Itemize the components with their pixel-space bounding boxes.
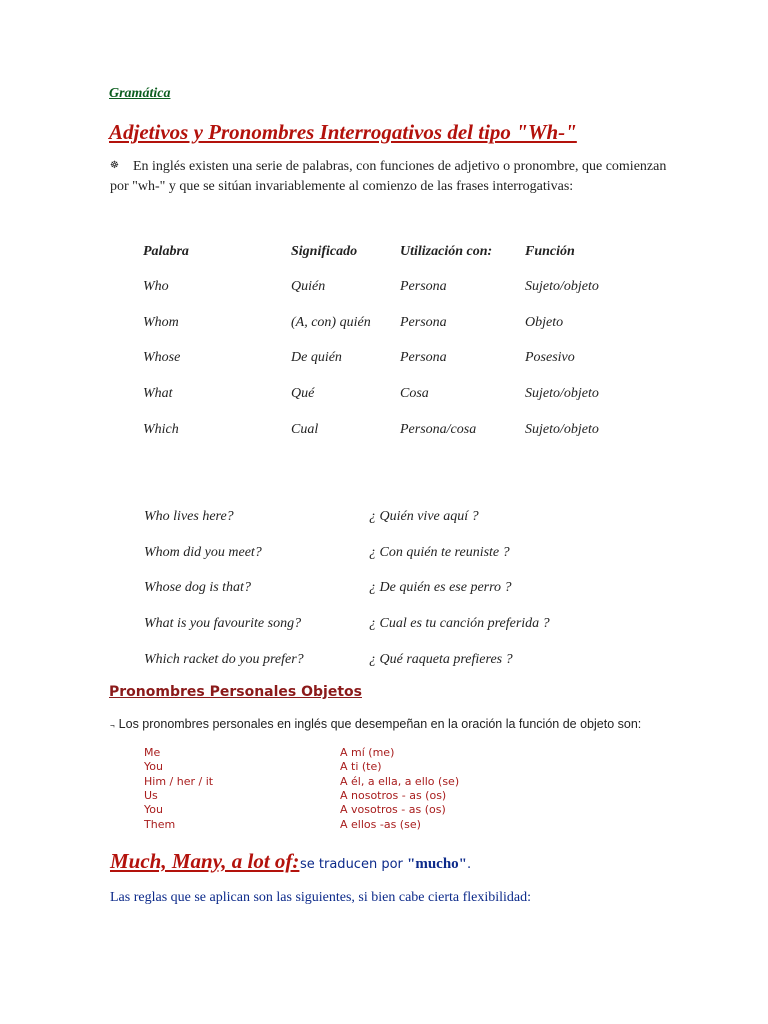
- table-cell: Objeto: [525, 314, 564, 330]
- pronoun-english: You: [144, 803, 163, 817]
- table-cell: Persona: [400, 279, 447, 294]
- example-english: Who lives here?: [144, 509, 234, 524]
- table-cell: Sujeto/objeto: [525, 421, 599, 437]
- pronoun-spanish: A mí (me): [340, 746, 395, 759]
- table-cell: Whose: [143, 350, 181, 366]
- pronoun-spanish: A ti (te): [340, 760, 382, 774]
- table-header-cell: Significado: [291, 244, 358, 259]
- table-cell: Which: [143, 421, 179, 437]
- table-cell: Cosa: [400, 386, 429, 402]
- table-cell: Whom: [143, 314, 179, 330]
- table-header-cell: Función: [525, 244, 575, 259]
- pronoun-english: Them: [144, 817, 176, 831]
- pronoun-english: Him / her / it: [144, 774, 214, 788]
- personal-intro-text: Los pronombres personales en inglés que desempeñan en la oración la función de objeto son:: [118, 717, 642, 731]
- example-english: Whom did you meet?: [144, 544, 262, 560]
- intro-paragraph: [110, 158, 670, 196]
- example-english: Whose dog is that?: [144, 580, 251, 596]
- table-cell: (A, con) quién: [291, 314, 371, 330]
- pronoun-spanish: A él, a ella, a ello (se): [340, 774, 460, 788]
- table-cell: Who: [143, 279, 169, 294]
- section-link-gramatica[interactable]: Gramática: [109, 86, 171, 101]
- bullet-icon: ☸: [110, 160, 119, 171]
- pronoun-english: Me: [144, 746, 161, 759]
- example-english: What is you favourite song?: [144, 616, 302, 632]
- bullet-icon: ¬: [110, 721, 115, 730]
- table-cell: Sujeto/objeto: [525, 386, 599, 402]
- table-cell: De quién: [291, 350, 342, 366]
- personal-pronouns-heading: Pronombres Personales Objetos: [109, 684, 362, 700]
- much-many-description: [300, 856, 471, 873]
- personal-pronouns-intro: [110, 717, 670, 733]
- intro-text: En inglés existen una serie de palabras, con funciones de adjetivo o pronombre, que comienzan por "wh-" y que se sitúan invariablemente al comienzo de las frases interrogativas:: [110, 159, 667, 194]
- pronoun-english: Us: [144, 788, 158, 802]
- table-cell: Persona/cosa: [400, 421, 477, 437]
- table-cell: Posesivo: [525, 350, 575, 366]
- example-spanish: ¿ Quién vive aquí ?: [369, 509, 479, 524]
- example-english: Which racket do you prefer?: [144, 651, 304, 667]
- example-spanish: ¿ Qué raqueta prefieres ?: [369, 651, 513, 667]
- example-spanish: ¿ Con quién te reuniste ?: [369, 544, 510, 560]
- table-cell: Quién: [291, 279, 326, 294]
- pronoun-spanish: A vosotros - as (os): [340, 803, 446, 817]
- table-cell: Cual: [291, 421, 319, 437]
- example-spanish: ¿ Cual es tu canción preferida ?: [369, 616, 550, 632]
- pronoun-english: You: [144, 760, 163, 774]
- table-cell: Persona: [400, 350, 447, 366]
- pronoun-spanish: A ellos -as (se): [340, 817, 421, 831]
- much-text-before: se traducen por: [300, 857, 408, 872]
- table-cell: Qué: [291, 386, 315, 402]
- page-title: Adjetivos y Pronombres Interrogativos del tipo "Wh-": [109, 120, 577, 144]
- example-spanish: ¿ De quién es ese perro ?: [369, 580, 512, 596]
- table-header-cell: Palabra: [143, 244, 189, 259]
- much-strong-word: "mucho": [407, 856, 468, 872]
- rules-intro: Las reglas que se aplican son las siguientes, si bien cabe cierta flexibilidad:: [110, 890, 532, 905]
- table-cell: Persona: [400, 314, 447, 330]
- much-many-heading: Much, Many, a lot of:: [110, 849, 300, 873]
- table-cell: What: [143, 386, 173, 402]
- much-text-after: .: [467, 857, 472, 872]
- table-cell: Sujeto/objeto: [525, 279, 599, 294]
- pronoun-spanish: A nosotros - as (os): [340, 788, 447, 802]
- table-header-cell: Utilización con:: [400, 244, 493, 259]
